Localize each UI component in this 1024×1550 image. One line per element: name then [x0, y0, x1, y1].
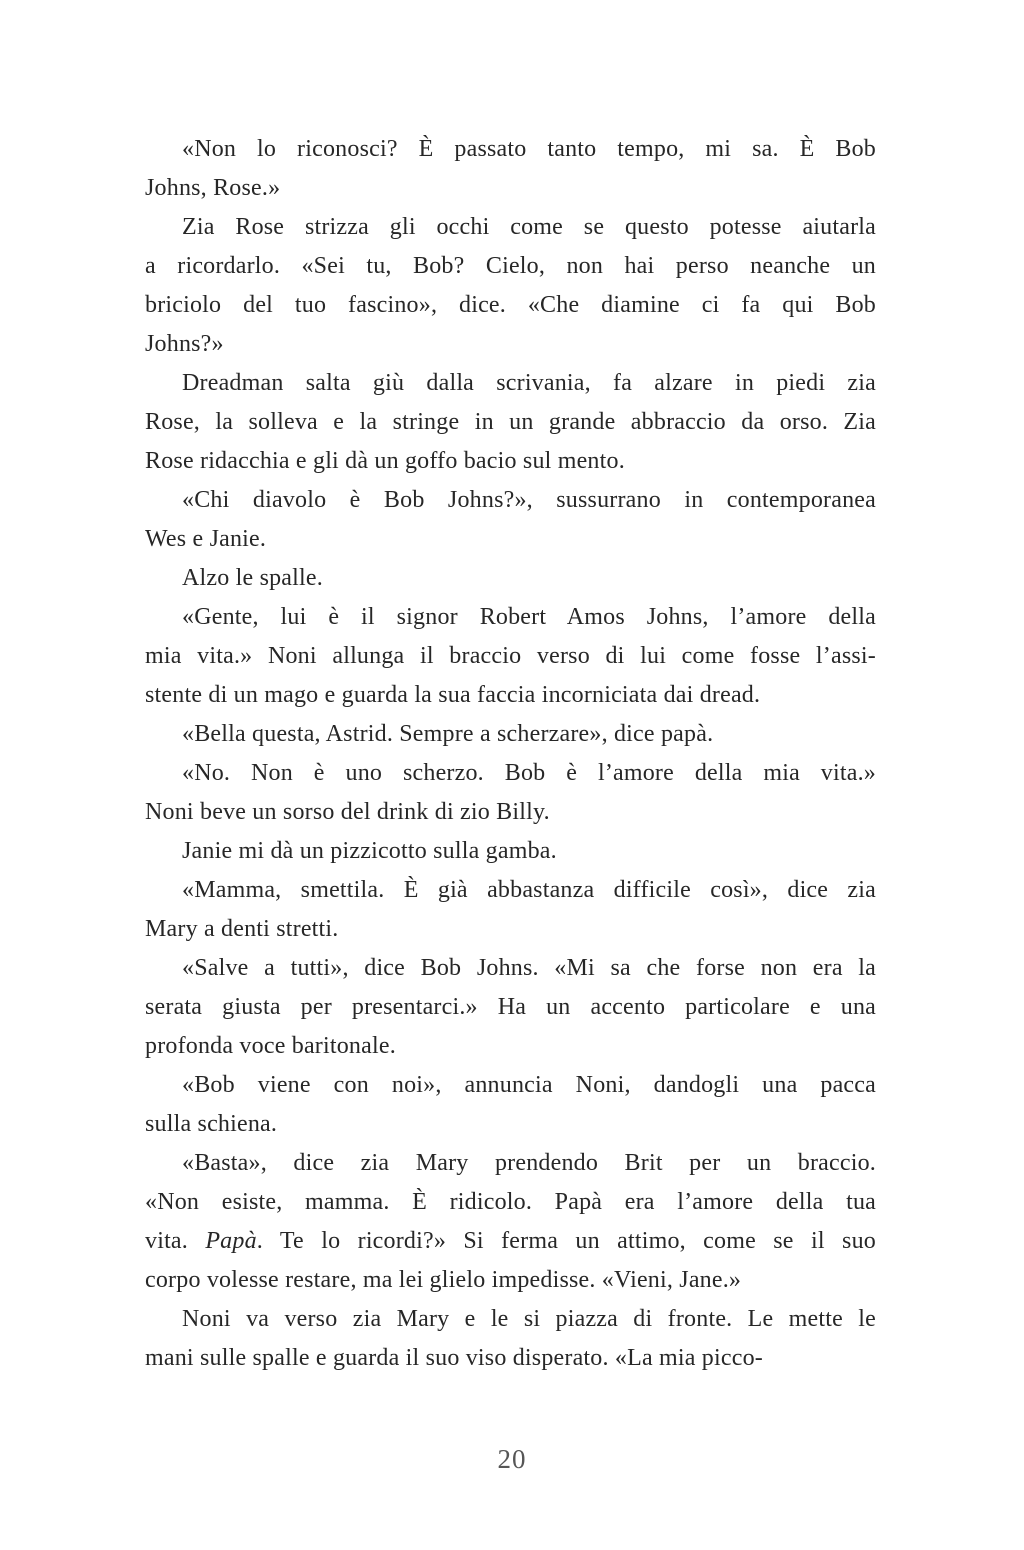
text-line: mani sulle spalle e guarda il suo viso disperato. «La mia picco- [145, 1345, 763, 1371]
paragraph [145, 871, 876, 949]
text-line: Rose ridacchia e gli dà un goffo bacio sul mento. [145, 448, 625, 474]
paragraph [145, 130, 876, 208]
paragraph [145, 754, 876, 832]
paragraph [145, 559, 876, 598]
text-line: mia vita.» Noni allunga il braccio verso di lui come fosse l’assi- [145, 643, 876, 669]
paragraph [145, 1300, 876, 1378]
paragraph [145, 598, 876, 715]
text-line: «Non esiste, mamma. È ridicolo. Papà era l’amore della tua [145, 1189, 876, 1215]
text-line: «Bob viene con noi», annuncia Noni, dandogli una pacca [182, 1072, 876, 1098]
text-line: profonda voce baritonale. [145, 1033, 396, 1059]
text-line: Johns?» [145, 331, 224, 357]
body-text [145, 130, 876, 1378]
paragraph [145, 1066, 876, 1144]
text-line: vita. Papà. Te lo ricordi?» Si ferma un attimo, come se il suo [145, 1228, 876, 1254]
text-line: briciolo del tuo fascino», dice. «Che diamine ci fa qui Bob [145, 292, 876, 318]
text-line: Johns, Rose.» [145, 175, 281, 201]
text-line: corpo volesse restare, ma lei glielo impedisse. «Vieni, Jane.» [145, 1267, 742, 1293]
text-line: «Mamma, smettila. È già abbastanza difficile così», dice zia [182, 877, 876, 903]
text-line: serata giusta per presentarci.» Ha un accento particolare e una [145, 994, 876, 1020]
page-number: 20 [497, 1444, 527, 1474]
text-line: Zia Rose strizza gli occhi come se questo potesse aiutarla [182, 214, 876, 240]
paragraph [145, 364, 876, 481]
text-line: a ricordarlo. «Sei tu, Bob? Cielo, non hai perso neanche un [145, 253, 876, 279]
text-line: Noni va verso zia Mary e le si piazza di fronte. Le mette le [182, 1306, 876, 1332]
text-line: Dreadman salta giù dalla scrivania, fa alzare in piedi zia [182, 370, 876, 396]
text-line: «Gente, lui è il signor Robert Amos Johns, l’amore della [182, 604, 876, 630]
paragraph [145, 208, 876, 364]
text-line: Alzo le spalle. [182, 565, 323, 591]
paragraph [145, 1144, 876, 1300]
paragraph [145, 481, 876, 559]
paragraph [145, 949, 876, 1066]
text-line: Wes e Janie. [145, 526, 267, 552]
text-line: «Chi diavolo è Bob Johns?», sussurrano in contemporanea [182, 487, 876, 513]
text-line: Janie mi dà un pizzicotto sulla gamba. [182, 838, 557, 864]
text-line: «Basta», dice zia Mary prendendo Brit per un braccio. [182, 1150, 876, 1176]
text-line: «Bella questa, Astrid. Sempre a scherzare», dice papà. [182, 721, 714, 747]
text-line: «Non lo riconosci? È passato tanto tempo, mi sa. È Bob [182, 136, 876, 162]
text-line: «Salve a tutti», dice Bob Johns. «Mi sa che forse non era la [182, 955, 876, 981]
text-line: Mary a denti stretti. [145, 916, 339, 942]
paragraph [145, 832, 876, 871]
text-line: sulla schiena. [145, 1111, 278, 1137]
paragraph [145, 715, 876, 754]
text-line: «No. Non è uno scherzo. Bob è l’amore della mia vita.» [182, 760, 876, 786]
text-line: stente di un mago e guarda la sua faccia incorniciata dai dread. [145, 682, 761, 708]
text-line: Noni beve un sorso del drink di zio Billy. [145, 799, 550, 825]
text-line: Rose, la solleva e la stringe in un grande abbraccio da orso. Zia [145, 409, 876, 435]
